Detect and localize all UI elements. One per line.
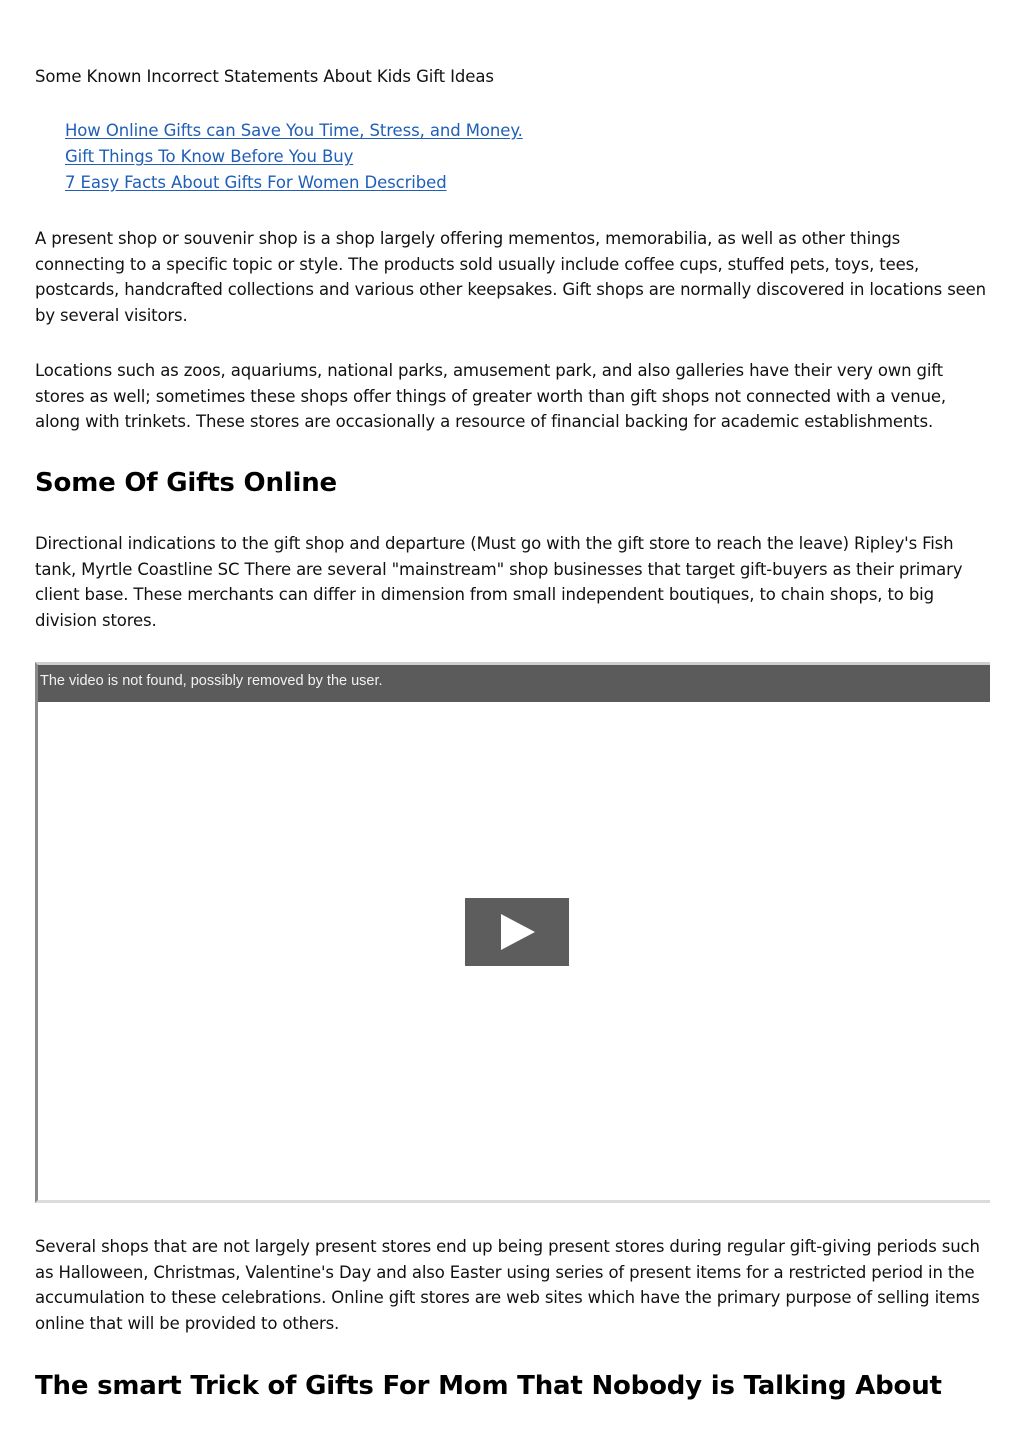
link-online-gifts[interactable]: How Online Gifts can Save You Time, Stress, and Money. — [65, 121, 523, 140]
list-item — [65, 172, 523, 198]
paragraph-mainstream-shops: Directional indications to the gift shop and departure (Must go with the gift store to reach the leave) Ripley's Fish tank, Myrtle Coastline SC There are several "mainstream" shop businesses that target gift-buyers as their primary client base. These merchants can differ in dimension from small independent boutiques, to chain shops, to big division stores. — [35, 534, 963, 631]
video-error-message: The video is not found, possibly removed by the user. — [38, 665, 990, 702]
section-heading-gifts-online: Some Of Gifts Online — [35, 468, 337, 498]
list-item — [65, 146, 523, 172]
paragraph-seasonal-shops: Several shops that are not largely present stores end up being present stores during regular gift-giving periods such as Halloween, Christmas, Valentine's Day and also Easter using series of present items for a restricted period in the accumulation to these celebrations. Online gift stores are web sites which have the primary purpose of selling items online that will be provided to others. — [35, 1237, 980, 1334]
play-icon — [501, 914, 535, 950]
play-button[interactable] — [465, 898, 569, 966]
related-links — [65, 120, 523, 198]
section-heading-gifts-for-mom: The smart Trick of Gifts For Mom That Nobody is Talking About — [35, 1371, 942, 1401]
link-gift-things[interactable]: Gift Things To Know Before You Buy — [65, 147, 354, 166]
list-item — [65, 120, 523, 146]
video-player[interactable] — [35, 662, 990, 1203]
intro-title: Some Known Incorrect Statements About Kids Gift Ideas — [35, 67, 494, 86]
paragraph-gift-shop-locations: Locations such as zoos, aquariums, national parks, amusement park, and also galleries have their very own gift stores as well; sometimes these shops offer things of greater worth than gift shops not connected with a venue, along with trinkets. These stores are occasionally a resource of financial backing for academic establishments. — [35, 361, 946, 432]
paragraph-gift-shop-definition: A present shop or souvenir shop is a shop largely offering mementos, memorabilia, as well as other things connecting to a specific topic or style. The products sold usually include coffee cups, stuffed pets, toys, tees, postcards, handcrafted collections and various other keepsakes. Gift shops are normally discovered in locations seen by several visitors. — [35, 229, 986, 326]
link-gifts-for-women[interactable]: 7 Easy Facts About Gifts For Women Described — [65, 173, 447, 192]
